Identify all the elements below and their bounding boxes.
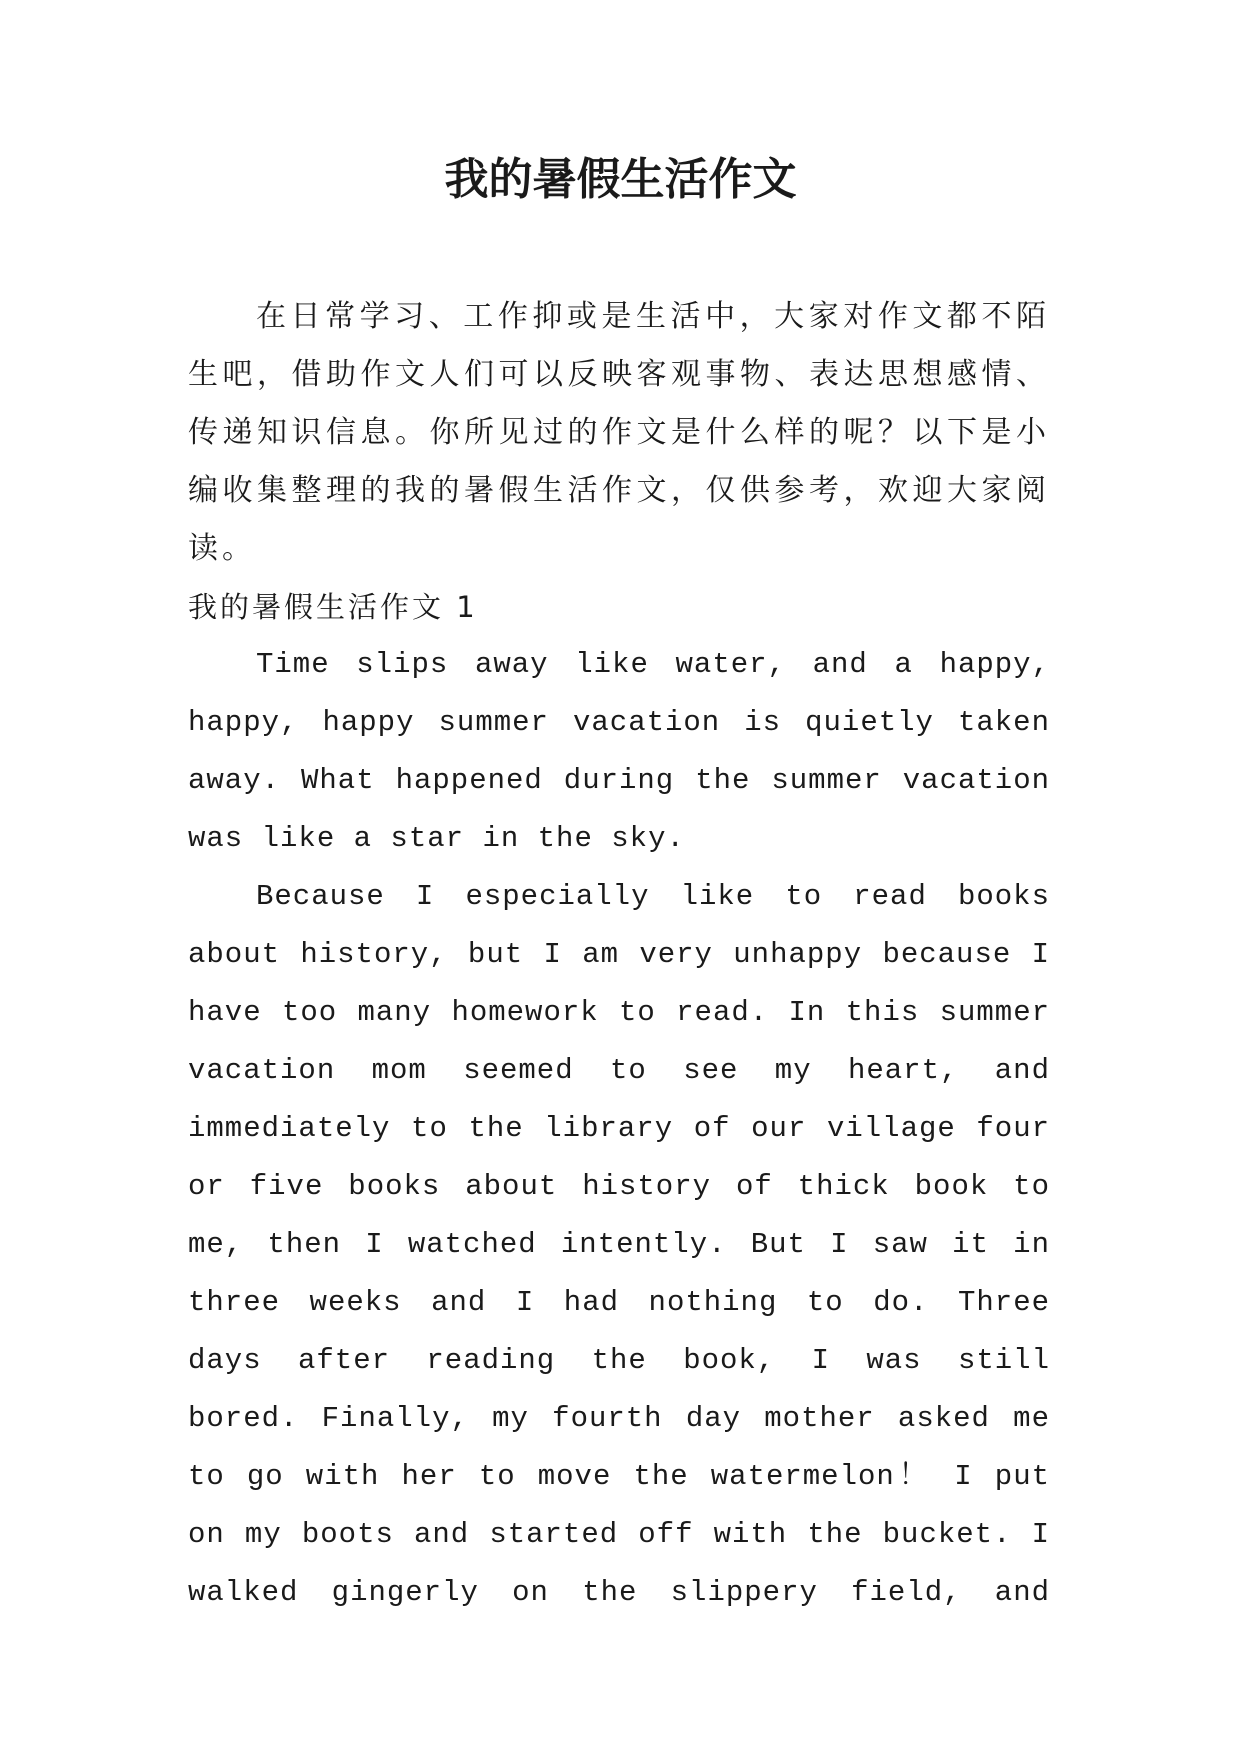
document-title: 我的暑假生活作文 <box>444 154 797 205</box>
intro-paragraph: 在日常学习、工作抑或是生活中，大家对作文都不陌生吧，借助作文人们可以反映客观事物、表达思想感情、传递知识信息。你所见过的作文是什么样的呢？以下是小编收集整理的我的暑假生活作文，仅供参考，欢迎大家阅读。 <box>188 299 1050 566</box>
body-paragraph: Time slips away like water, and a happy, happy, happy summer vacation is quietly taken away. What happened during the summer vacation was like a star in the sky. <box>188 648 1050 855</box>
body-paragraph: Because I especially like to read books about history, but I am very unhappy because I have too many homework to read. In this summer vacation mom seemed to see my heart, and immediately to the library of our village four or five books about history of thick book to me, then I watched intently. But I saw it in three weeks and I had nothing to do. Three days after reading the book, I was still bored. Finally, my fourth day mother asked me to go with her to move the watermelon！ I put on my boots and started off with the bucket. I walked gingerly on the slippery field, and <box>188 880 1050 1609</box>
section-heading: 我的暑假生活作文 1 <box>188 590 478 624</box>
